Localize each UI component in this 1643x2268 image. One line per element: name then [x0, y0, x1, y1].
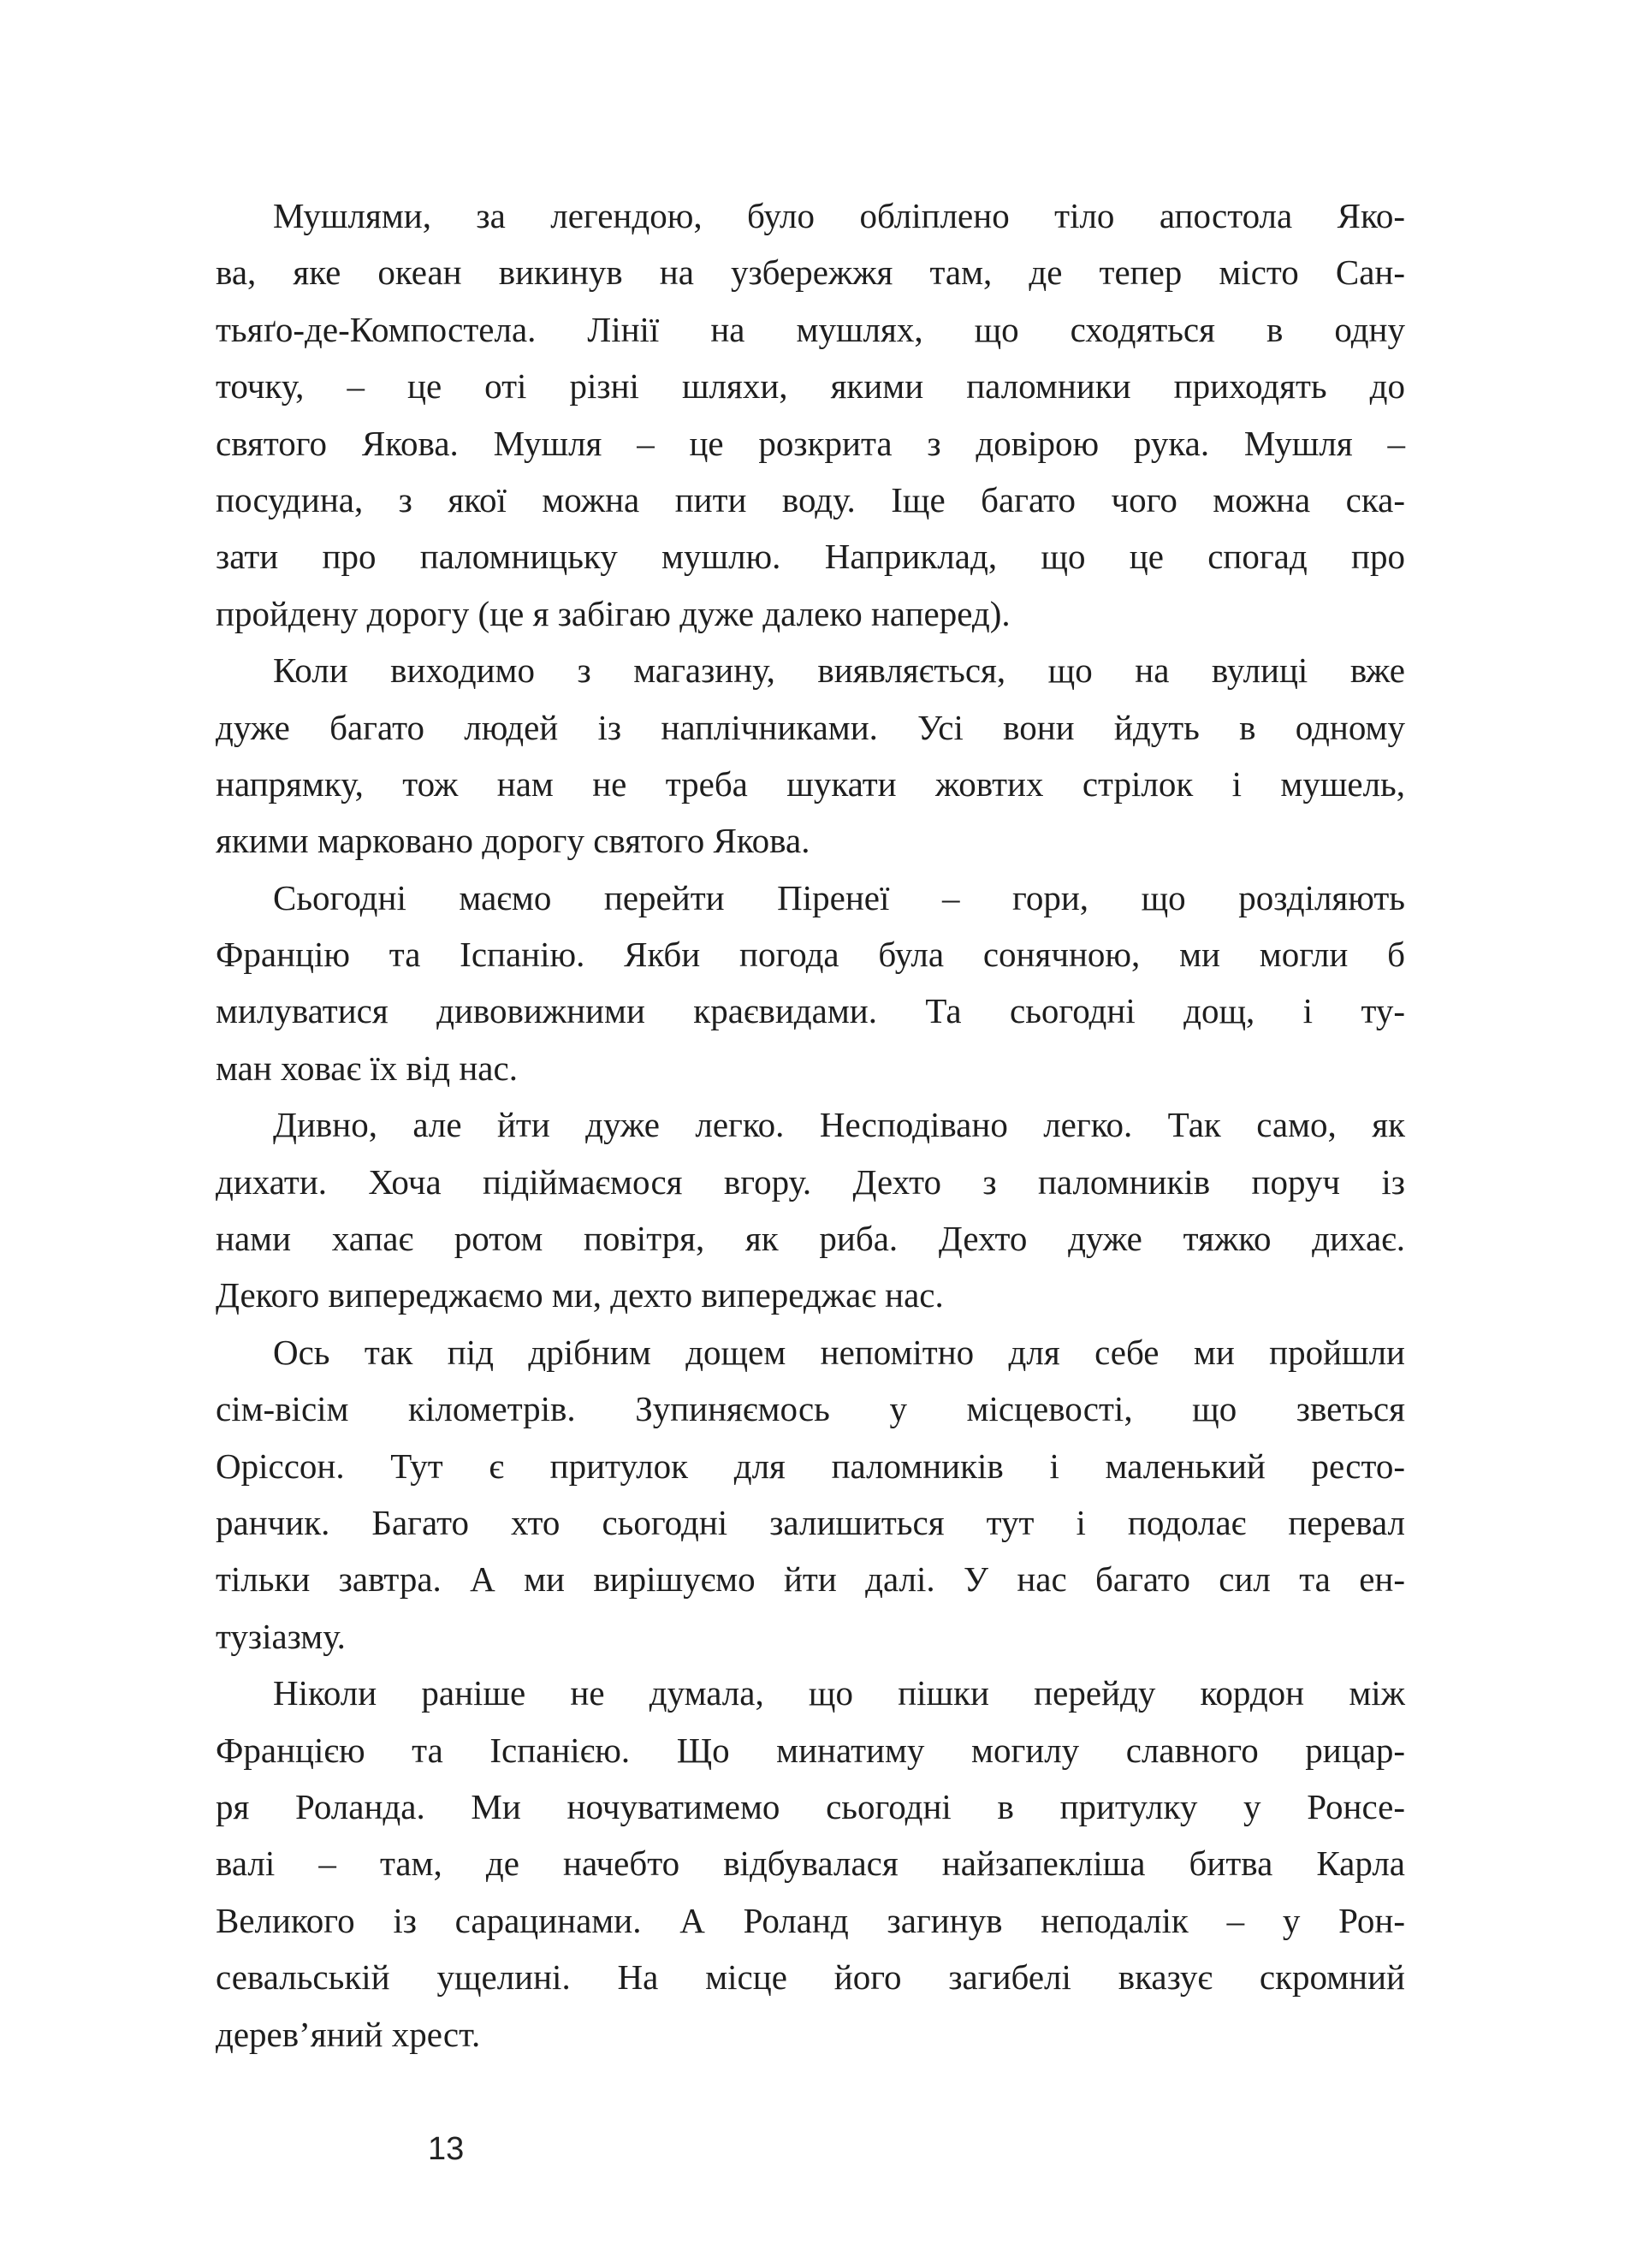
text-line: Великого із сарацинами. А Роланд загинув неподалік – у Рон- [216, 1900, 1405, 1940]
text-line: Ось так під дрібним дощем непомітно для себе ми пройшли [273, 1332, 1405, 1372]
text-line: посудина, з якої можна пити воду. Іще багато чого можна ска- [216, 479, 1405, 520]
body-text [216, 190, 1405, 2065]
text-line: зати про паломницьку мушлю. Наприклад, що це спогад про [216, 537, 1405, 577]
page-number: 13 [428, 2131, 465, 2167]
text-line: нами хапає ротом повітря, як риба. Дехто дуже тяжко дихає. [216, 1219, 1405, 1259]
text-line: тільки завтра. А ми вирішуємо йти далі. У нас багато сил та ен- [216, 1559, 1405, 1600]
paragraph [216, 190, 1405, 644]
text-line: Декого випереджаємо ми, дехто випереджає нас. [216, 1275, 944, 1315]
text-line: ря Роланда. Ми ночуватимемо сьогодні в притулку у Ронсе- [216, 1786, 1405, 1826]
text-line: Мушлями, за легендою, було обліплено тіло апостола Яко- [273, 196, 1405, 235]
paragraph [216, 872, 1405, 1100]
text-line: милуватися дивовижними краєвидами. Та сьогодні дощ, і ту- [216, 991, 1405, 1031]
text-line: дуже багато людей із наплічниками. Усі вони йдуть в одному [216, 707, 1405, 747]
text-line: Оріссон. Тут є притулок для паломників і маленький ресто- [216, 1446, 1405, 1486]
text-line: дихати. Хоча підіймаємося вгору. Дехто з паломників поруч із [216, 1161, 1405, 1202]
paragraph [216, 1327, 1405, 1667]
text-line: Францію та Іспанію. Якби погода була сонячною, ми могли б [216, 935, 1405, 975]
text-line: Францією та Іспанією. Що минатиму могилу славного рицар- [216, 1730, 1405, 1770]
text-line: севальській ущелині. На місце його загибелі вказує скромний [216, 1957, 1405, 1998]
paragraph [216, 1099, 1405, 1327]
text-line: тузіазму. [216, 1616, 346, 1656]
text-line: якими марковано дорогу святого Якова. [216, 821, 810, 861]
text-line: святого Якова. Мушля – це розкрита з довірою рука. Мушля – [216, 423, 1405, 463]
text-line: тьяґо-де-Компостела. Лінії на мушлях, що сходяться в одну [216, 309, 1405, 349]
text-line: ранчик. Багато хто сьогодні залишиться тут і подолає перевал [216, 1502, 1405, 1542]
paragraph [216, 1667, 1405, 2065]
text-line: дерев’яний хрест. [216, 2014, 481, 2054]
paragraph [216, 644, 1405, 872]
text-line: ва, яке океан викинув на узбережжя там, де тепер місто Сан- [216, 252, 1405, 293]
text-line: сім-вісім кілометрів. Зупиняємось у місцевості, що зветься [216, 1389, 1405, 1429]
text-line: ман ховає їх від нас. [216, 1048, 518, 1088]
text-line: точку, – це оті різні шляхи, якими паломники приходять до [216, 366, 1405, 407]
text-line: Ніколи раніше не думала, що пішки перейду кордон між [273, 1673, 1405, 1713]
text-line: валі – там, де начебто відбувалася найзапекліша битва Карла [216, 1843, 1405, 1884]
text-line: Дивно, але йти дуже легко. Несподівано легко. Так само, як [273, 1105, 1405, 1145]
text-line: Сьогодні маємо перейти Піренеї – гори, що розділяють [273, 877, 1405, 917]
text-line: Коли виходимо з магазину, виявляється, що на вулиці вже [273, 650, 1405, 691]
text-line: напрямку, тож нам не треба шукати жовтих стрілок і мушель, [216, 763, 1405, 804]
text-line: пройдену дорогу (це я забігаю дуже далеко наперед). [216, 593, 1011, 633]
